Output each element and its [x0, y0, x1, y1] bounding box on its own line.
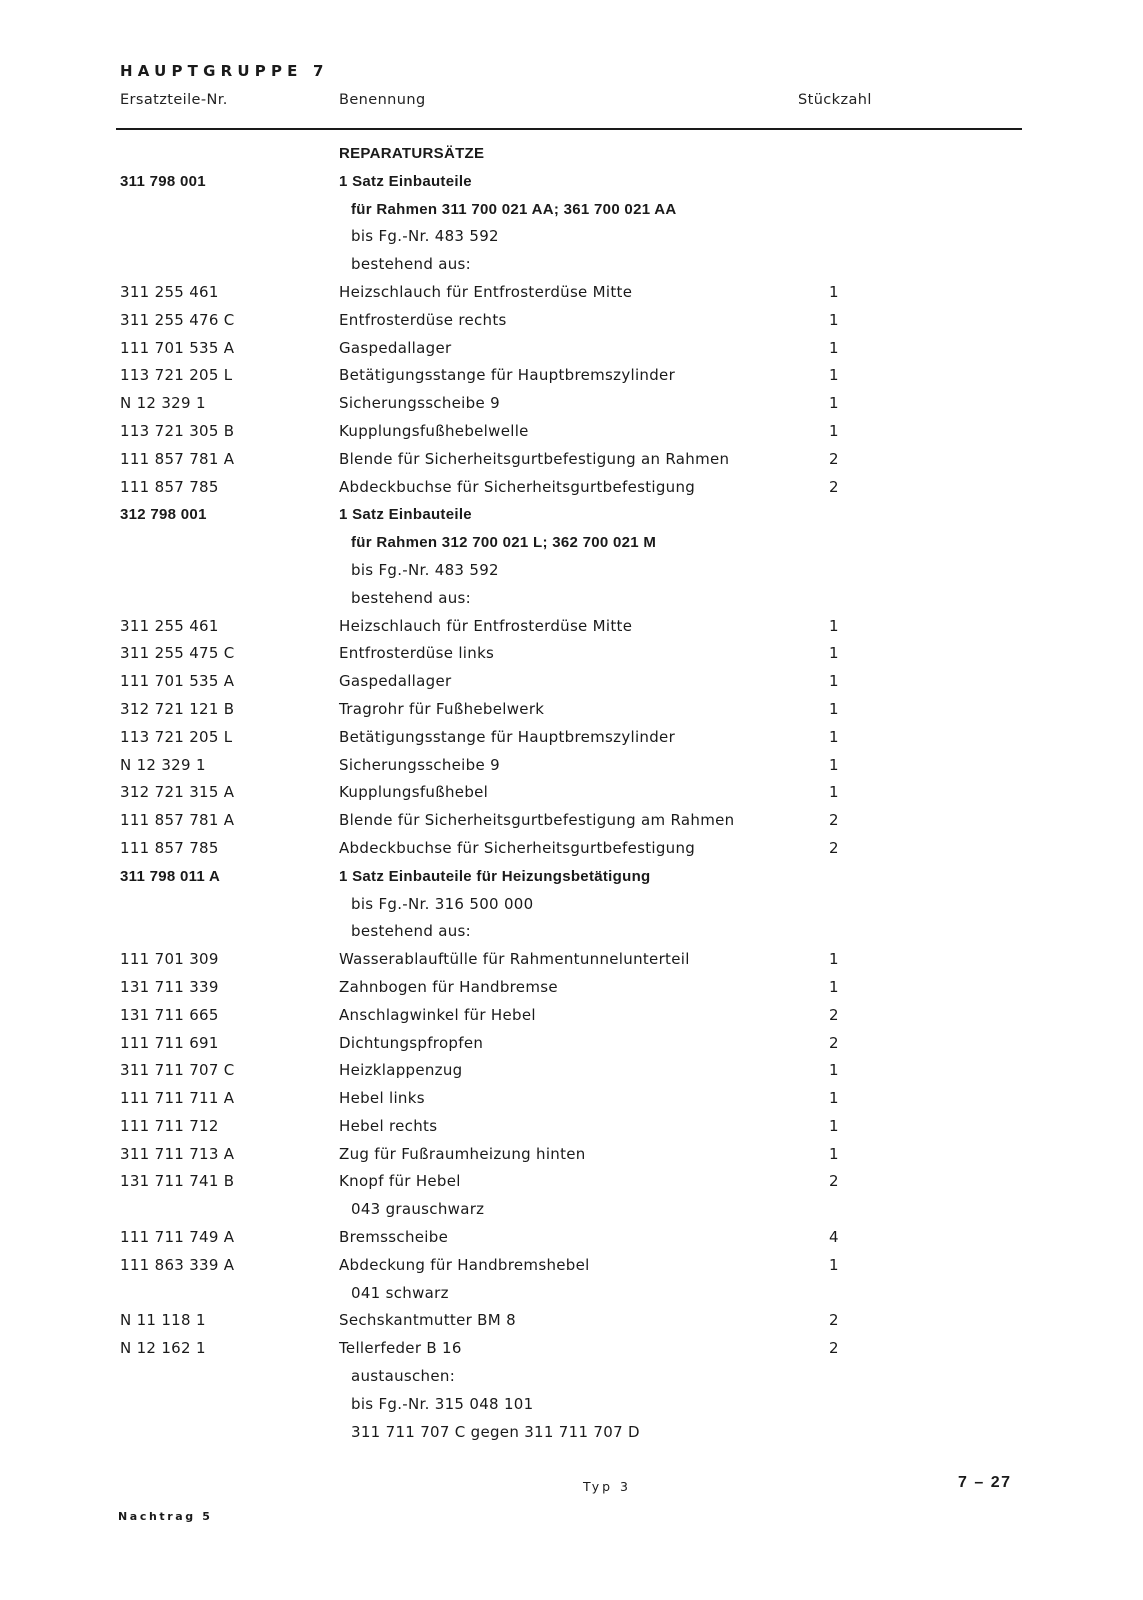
part-quantity: 2 [829, 838, 839, 857]
part-number: 311 798 001 [120, 172, 206, 190]
part-description: 311 711 707 C gegen 311 711 707 D [351, 1422, 640, 1441]
footer-type: Typ 3 [583, 1479, 631, 1494]
part-description: Sicherungsscheibe 9 [339, 394, 500, 413]
part-quantity: 1 [829, 421, 839, 440]
table-row [0, 390, 1143, 418]
page-title: HAUPTGRUPPE 7 [120, 62, 329, 80]
part-description: Abdeckung für Handbremshebel [339, 1255, 590, 1274]
table-row [0, 168, 1143, 196]
part-quantity: 1 [829, 672, 839, 691]
part-description: Kupplungsfußhebelwelle [339, 421, 529, 440]
part-number: 111 701 309 [120, 950, 219, 969]
part-description: 1 Satz Einbauteile für Heizungsbetätigung [339, 867, 651, 885]
part-quantity: 2 [829, 1033, 839, 1052]
part-description: Anschlagwinkel für Hebel [339, 1005, 536, 1024]
part-quantity: 1 [829, 950, 839, 969]
parts-table [0, 140, 1143, 1446]
part-description: 043 grauschwarz [351, 1200, 485, 1219]
table-row [0, 1030, 1143, 1058]
part-description: Entfrosterdüse links [339, 644, 495, 663]
part-quantity: 1 [829, 394, 839, 413]
part-number: 311 255 461 [120, 616, 219, 635]
part-description: Heizschlauch für Entfrosterdüse Mitte [339, 616, 633, 635]
part-number: 111 857 781 A [120, 449, 235, 468]
part-description: Entfrosterdüse rechts [339, 310, 507, 329]
part-number: N 12 329 1 [120, 394, 206, 413]
part-quantity: 1 [829, 616, 839, 635]
part-number: 111 857 781 A [120, 811, 235, 830]
part-description: Hebel rechts [339, 1116, 438, 1135]
part-number: 111 857 785 [120, 477, 219, 496]
part-description: für Rahmen 311 700 021 AA; 361 700 021 AA [351, 200, 677, 218]
part-number: 312 721 121 B [120, 699, 235, 718]
part-number: N 12 162 1 [120, 1339, 206, 1358]
part-quantity: 1 [829, 366, 839, 385]
header-divider [116, 128, 1022, 130]
part-number: 113 721 205 L [120, 366, 233, 385]
table-row [0, 640, 1143, 668]
part-number: 311 255 461 [120, 282, 219, 301]
part-number: 311 711 707 C [120, 1061, 235, 1080]
table-row [0, 418, 1143, 446]
table-row [0, 446, 1143, 474]
part-description: Knopf für Hebel [339, 1172, 461, 1191]
table-row [0, 946, 1143, 974]
part-description: REPARATURSÄTZE [339, 145, 485, 162]
part-description: Abdeckbuchse für Sicherheitsgurtbefestigung [339, 838, 696, 857]
table-row [0, 1391, 1143, 1419]
table-row [0, 140, 1143, 168]
part-quantity: 1 [829, 644, 839, 663]
part-description: Betätigungsstange für Hauptbremszylinder [339, 366, 676, 385]
column-header-quantity: Stückzahl [798, 92, 872, 108]
part-quantity: 2 [829, 449, 839, 468]
part-quantity: 2 [829, 1311, 839, 1330]
part-description: Tragrohr für Fußhebelwerk [339, 699, 545, 718]
table-row [0, 1252, 1143, 1280]
part-quantity: 1 [829, 783, 839, 802]
table-row [0, 279, 1143, 307]
part-quantity: 2 [829, 1172, 839, 1191]
part-quantity: 2 [829, 811, 839, 830]
part-quantity: 1 [829, 1116, 839, 1135]
column-header-part-number: Ersatzteile-Nr. [120, 92, 228, 108]
table-row [0, 696, 1143, 724]
part-description: Hebel links [339, 1089, 425, 1108]
part-number: 131 711 741 B [120, 1172, 235, 1191]
part-description: austauschen: [351, 1367, 456, 1386]
part-description: Kupplungsfußhebel [339, 783, 489, 802]
part-description: 1 Satz Einbauteile [339, 506, 472, 524]
table-row [0, 1363, 1143, 1391]
part-quantity: 2 [829, 477, 839, 496]
table-row [0, 1307, 1143, 1335]
part-number: 113 721 305 B [120, 421, 235, 440]
part-number: 311 255 476 C [120, 310, 235, 329]
table-row [0, 307, 1143, 335]
table-row [0, 1085, 1143, 1113]
part-number: 111 711 712 [120, 1116, 219, 1135]
part-quantity: 1 [829, 310, 839, 329]
part-quantity: 1 [829, 699, 839, 718]
table-row [0, 251, 1143, 279]
part-quantity: 1 [829, 1144, 839, 1163]
table-row [0, 557, 1143, 585]
part-description: Blende für Sicherheitsgurtbefestigung an Rahmen [339, 449, 730, 468]
part-number: 111 857 785 [120, 838, 219, 857]
table-row [0, 668, 1143, 696]
table-row [0, 1113, 1143, 1141]
part-number: 111 701 535 A [120, 338, 235, 357]
part-quantity: 1 [829, 338, 839, 357]
part-description: Sechskantmutter BM 8 [339, 1311, 516, 1330]
part-quantity: 2 [829, 1339, 839, 1358]
part-description: Bremsscheibe [339, 1228, 449, 1247]
part-number: 312 721 315 A [120, 783, 235, 802]
table-row [0, 974, 1143, 1002]
table-row [0, 807, 1143, 835]
part-quantity: 1 [829, 977, 839, 996]
part-number: 311 255 475 C [120, 644, 235, 663]
part-description: Abdeckbuchse für Sicherheitsgurtbefestigung [339, 477, 696, 496]
part-quantity: 4 [829, 1228, 839, 1247]
page-number: 7 – 27 [958, 1474, 1012, 1491]
table-row [0, 1196, 1143, 1224]
part-description: Betätigungsstange für Hauptbremszylinder [339, 727, 676, 746]
part-description: bis Fg.-Nr. 483 592 [351, 560, 499, 579]
part-description: bestehend aus: [351, 588, 471, 607]
column-header-description: Benennung [339, 92, 426, 108]
table-row [0, 362, 1143, 390]
table-row [0, 474, 1143, 502]
part-description: für Rahmen 312 700 021 L; 362 700 021 M [351, 534, 657, 552]
part-number: 111 711 691 [120, 1033, 219, 1052]
table-row [0, 1168, 1143, 1196]
table-row [0, 1224, 1143, 1252]
table-row [0, 1141, 1143, 1169]
part-description: bis Fg.-Nr. 316 500 000 [351, 894, 534, 913]
part-description: Heizklappenzug [339, 1061, 463, 1080]
part-description: Gaspedallager [339, 672, 452, 691]
part-quantity: 1 [829, 1061, 839, 1080]
part-description: Heizschlauch für Entfrosterdüse Mitte [339, 282, 633, 301]
table-row [0, 918, 1143, 946]
part-description: Wasserablauftülle für Rahmentunnelunterteil [339, 950, 690, 969]
part-number: 131 711 665 [120, 1005, 219, 1024]
table-row [0, 613, 1143, 641]
table-row [0, 779, 1143, 807]
part-number: N 12 329 1 [120, 755, 206, 774]
part-description: bis Fg.-Nr. 483 592 [351, 227, 499, 246]
part-quantity: 1 [829, 755, 839, 774]
part-quantity: 2 [829, 1005, 839, 1024]
part-description: bestehend aus: [351, 922, 471, 941]
part-quantity: 1 [829, 727, 839, 746]
table-row [0, 752, 1143, 780]
table-row [0, 1280, 1143, 1308]
part-description: 041 schwarz [351, 1283, 449, 1302]
part-description: Zug für Fußraumheizung hinten [339, 1144, 586, 1163]
part-number: N 11 118 1 [120, 1311, 206, 1330]
table-row [0, 863, 1143, 891]
part-description: Dichtungspfropfen [339, 1033, 484, 1052]
part-quantity: 1 [829, 1255, 839, 1274]
supplement-note: Nachtrag 5 [118, 1510, 213, 1523]
part-description: Tellerfeder B 16 [339, 1339, 462, 1358]
table-row [0, 501, 1143, 529]
part-number: 111 863 339 A [120, 1255, 235, 1274]
table-row [0, 223, 1143, 251]
part-quantity: 1 [829, 282, 839, 301]
part-number: 312 798 001 [120, 506, 207, 524]
part-description: Gaspedallager [339, 338, 452, 357]
part-description: 1 Satz Einbauteile [339, 172, 472, 190]
part-description: Sicherungsscheibe 9 [339, 755, 500, 774]
part-number: 111 701 535 A [120, 672, 235, 691]
part-number: 111 711 711 A [120, 1089, 235, 1108]
table-row [0, 724, 1143, 752]
part-number: 111 711 749 A [120, 1228, 235, 1247]
part-description: bis Fg.-Nr. 315 048 101 [351, 1394, 534, 1413]
table-row [0, 529, 1143, 557]
part-number: 131 711 339 [120, 977, 219, 996]
part-description: bestehend aus: [351, 255, 471, 274]
table-row [0, 891, 1143, 919]
table-row [0, 335, 1143, 363]
part-number: 311 798 011 A [120, 867, 221, 885]
table-row [0, 1057, 1143, 1085]
part-quantity: 1 [829, 1089, 839, 1108]
part-description: Blende für Sicherheitsgurtbefestigung am Rahmen [339, 811, 735, 830]
table-row [0, 835, 1143, 863]
part-number: 311 711 713 A [120, 1144, 235, 1163]
table-row [0, 1335, 1143, 1363]
table-row [0, 585, 1143, 613]
table-row [0, 1419, 1143, 1447]
part-description: Zahnbogen für Handbremse [339, 977, 558, 996]
table-row [0, 196, 1143, 224]
part-number: 113 721 205 L [120, 727, 233, 746]
table-row [0, 1002, 1143, 1030]
